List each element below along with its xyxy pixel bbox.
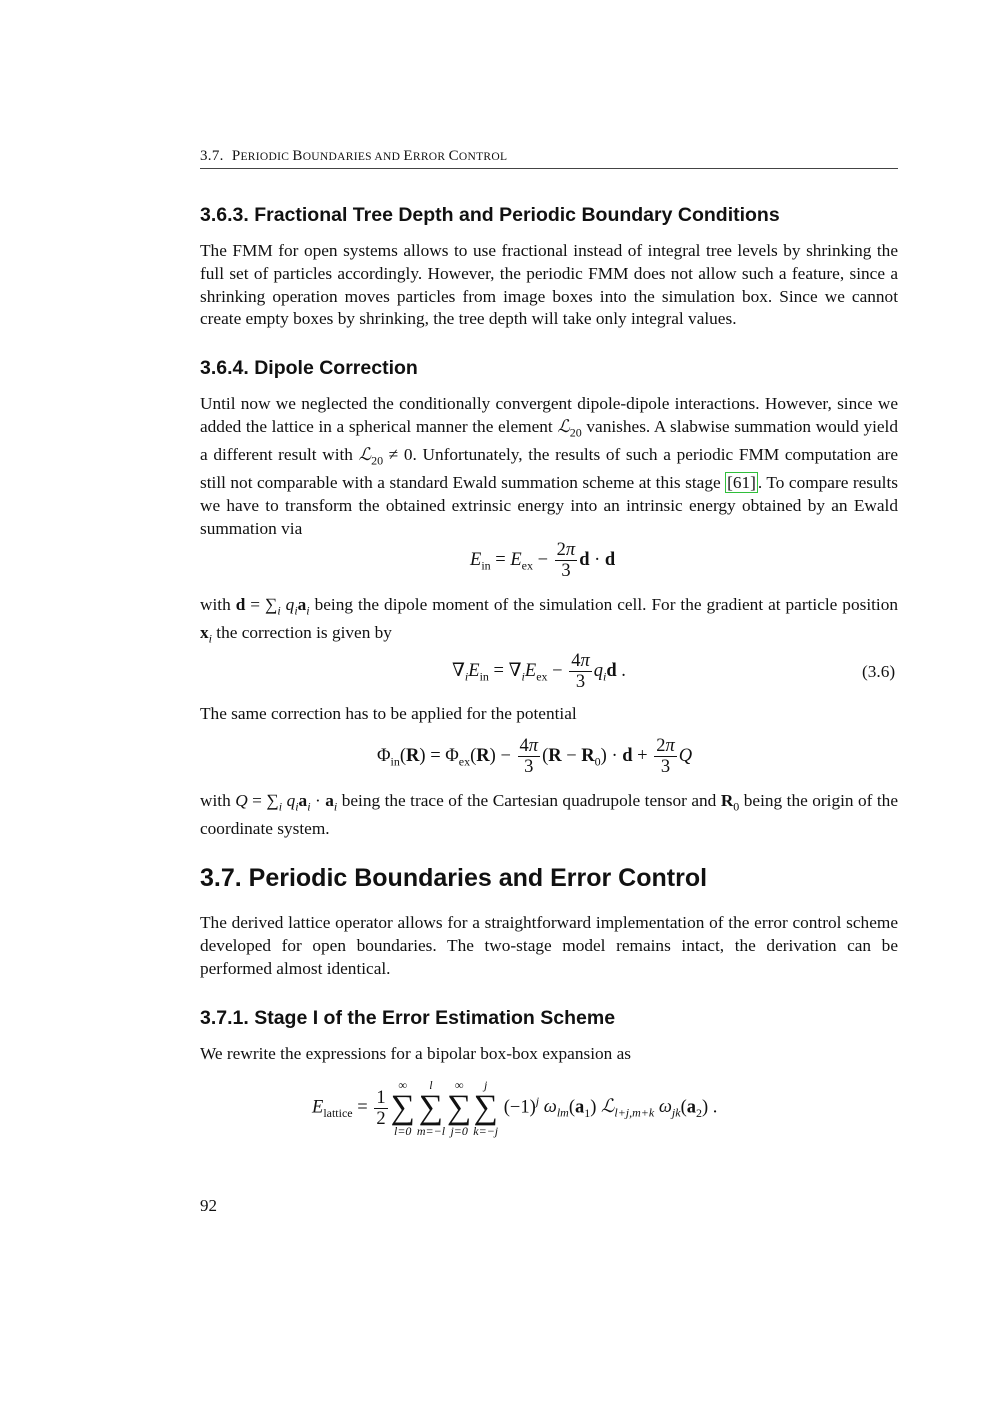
equation-intrinsic-energy: $E_{in} = E_{ex}$ − $\frac{2\pi}{3}$ d · d (470, 540, 616, 581)
section-heading-3-6-4: 3.6.4. Dipole Correction (200, 357, 418, 379)
paragraph-potential: The same correction has to be applied for the potential (200, 704, 577, 723)
section-heading-3-6-3: 3.6.3. Fractional Tree Depth and Periodic Boundary Conditions (200, 204, 780, 226)
equation-potential-correction: $\Phi_{in}(R) = \Phi_{ex}(R)$ − $\frac{4\pi}{3}$ $(R - R_0) \cdot d$ + $\frac{2\pi}{3}$ Q (377, 736, 693, 777)
paragraph-fractional-tree: The FMM for open systems allows to use fractional instead of integral tree levels by shrinking the full set of particles accordingly. However, the periodic FMM does not allow such a feature, since a shrinking operation moves particles from image boxes into the simulation box. Since we cannot create empty boxes by shrinking, the tree depth will take only integral values. (200, 241, 898, 329)
paragraph-quadrupole: with $Q = \sum_i$ $q_ia_i \cdot a_i$ being the trace of the Cartesian quadrupole tensor and $R_0$ being the origin of the coordinate system. (200, 791, 898, 839)
paragraph-dipole-moment: with $d = \sum_i$ $q_ia_i$ being the dipole moment of the simulation cell. For the gradient at particle position $x_i$ the correction is given by (200, 595, 898, 646)
section-heading-3-7-1: 3.7.1. Stage I of the Error Estimation Scheme (200, 1007, 616, 1029)
paragraph-dipole-correction: Until now we neglected the conditionally convergent dipole-dipole interactions. However, since we added the lattice in a spherical manner the element ℒ$_{20}$ vanishes. A slabwise summation would yield a different result with ℒ$_{20}$ ≠ 0. Unfortunately, the results of such a periodic FMM computation are still not comparable with a standard Ewald summation scheme at this stage [61] . To compare results we have to transform the obtained extrinsic energy into an intrinsic energy obtained by an Ewald summation via (200, 394, 899, 538)
page-number: 92 (200, 1196, 217, 1215)
paragraph-error-control: The derived lattice operator allows for a straightforward implementation of the error control scheme developed for open boundaries. The two-stage model remains intact, the derivation can be performed almost identical. (200, 913, 898, 978)
running-head: 3.7. PERIODIC BOUNDARIES AND ERROR CONTROL (200, 148, 898, 169)
equation-number: (3.6) (862, 662, 896, 681)
section-heading-3-7: 3.7. Periodic Boundaries and Error Control (200, 864, 708, 892)
citation-link[interactable]: [61] (727, 473, 756, 493)
equation-lattice-energy: $E_{lattice}$ = $\frac{1}{2}$ ∞ ∑ l=0 l ∑ m=−l ∞ ∑ j=0 j ∑ k=−j $(-1)^j$ $\omega_{lm}(a_1)$ ℒ$_{l+j,m+k}$ $\omega_{jk}(a_2)$ . (312, 1078, 718, 1138)
equation-gradient-correction: $\nabla_iE_{in} = \nabla_iE_{ex}$ − $\frac{4\pi}{3}$ $q_id$ . (452, 651, 626, 692)
paragraph-bipolar-expansion: We rewrite the expressions for a bipolar box-box expansion as (200, 1044, 631, 1063)
